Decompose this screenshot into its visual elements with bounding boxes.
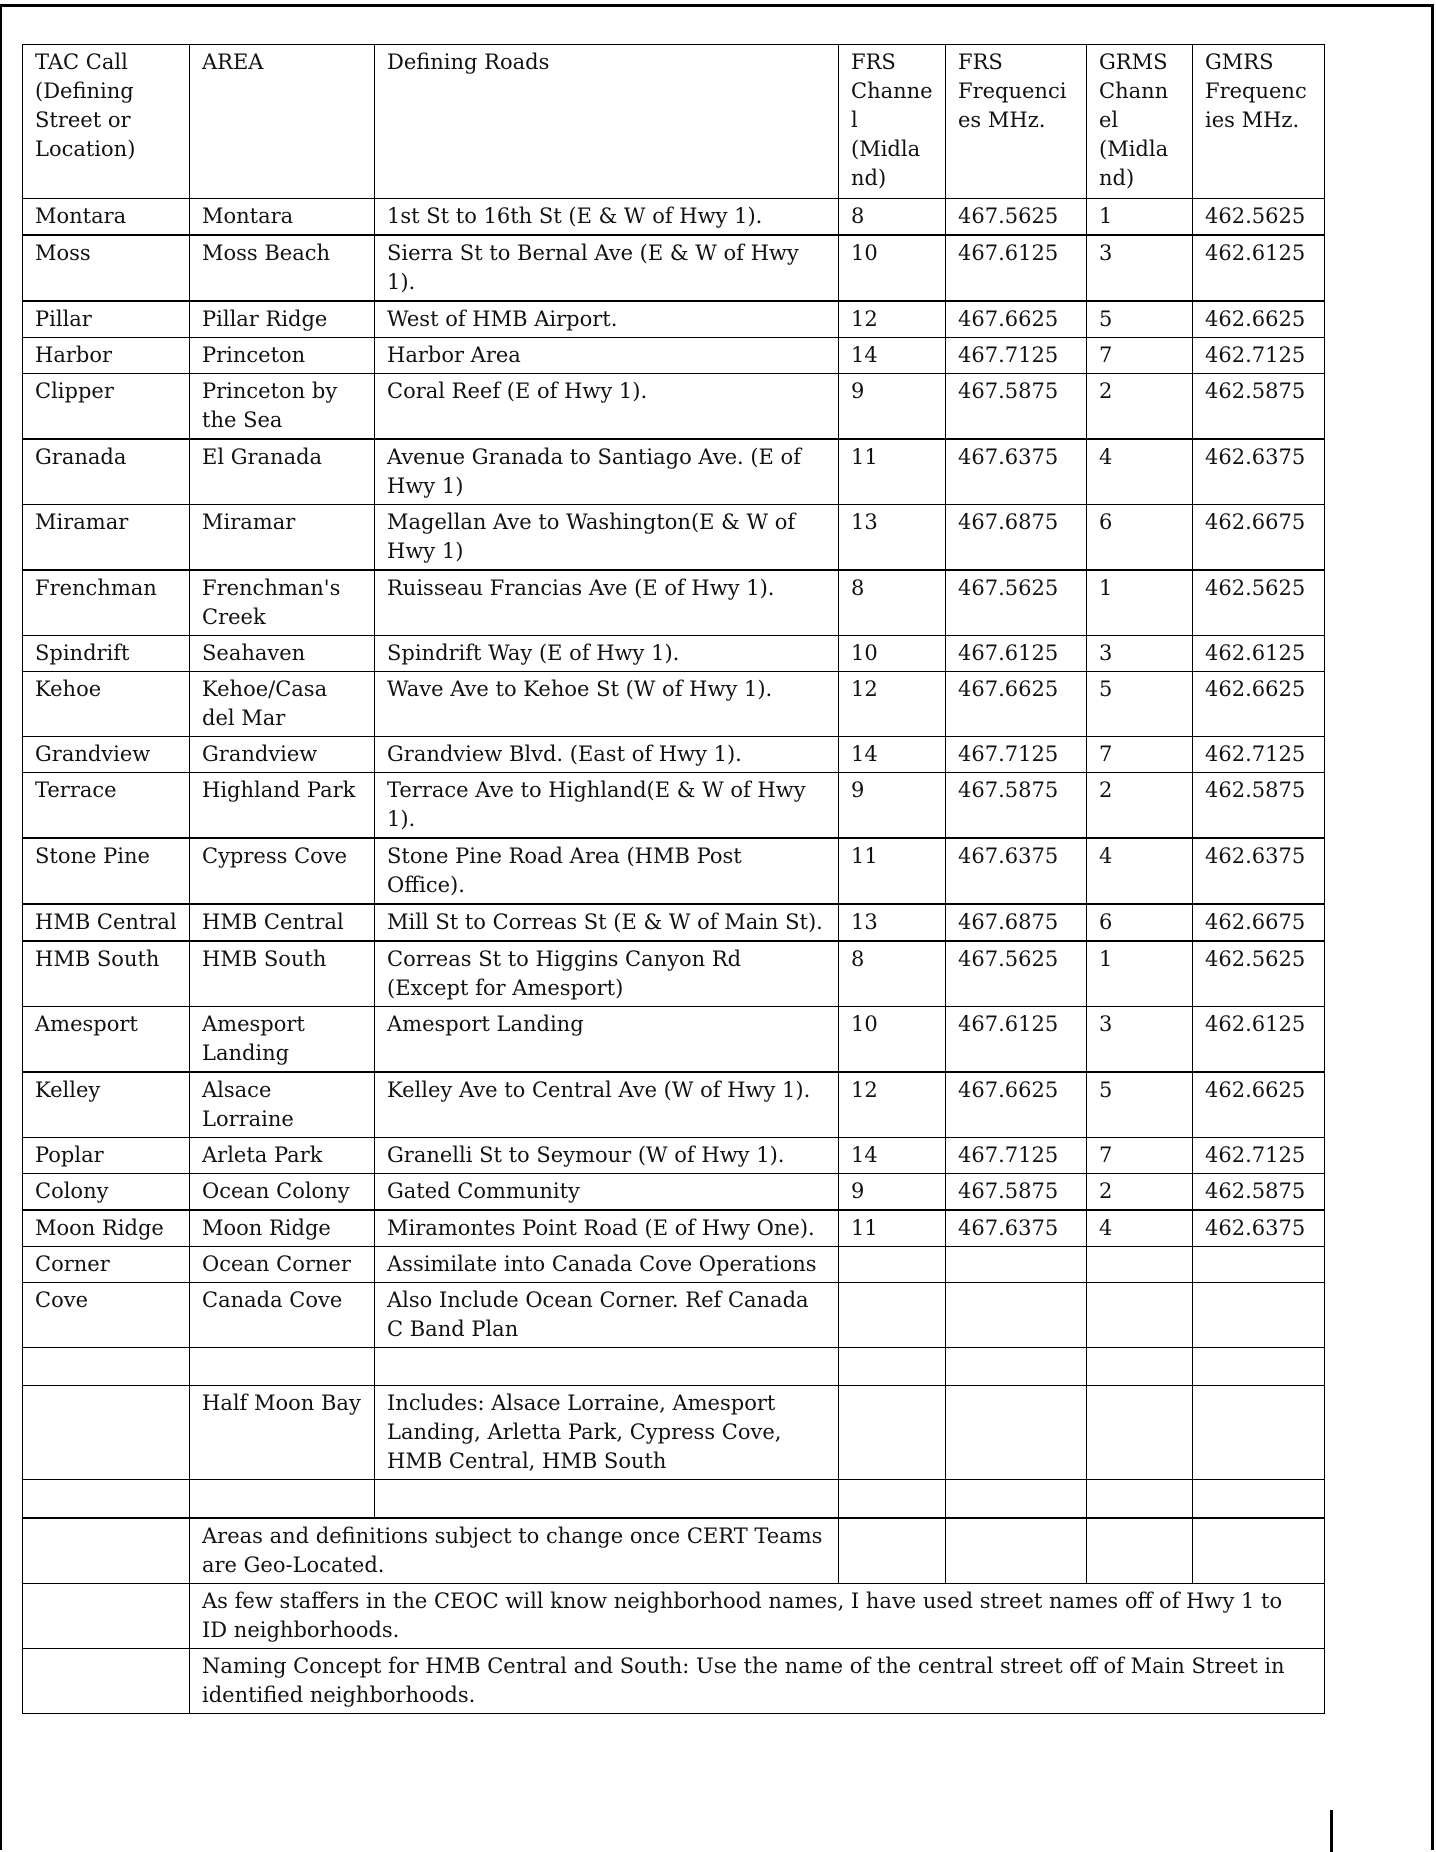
cell-area: Miramar (190, 505, 375, 571)
cell-defining-roads: Assimilate into Canada Cove Operations (375, 1247, 839, 1283)
cell-frs-frequency: 467.5875 (946, 1174, 1087, 1211)
blank-row (23, 1480, 1325, 1519)
cell-frs-frequency: 467.7125 (946, 338, 1087, 374)
cell-frs-frequency: 467.5625 (946, 199, 1087, 236)
cell-area: Arleta Park (190, 1138, 375, 1174)
empty-cell (1087, 1348, 1193, 1386)
cell-frs-channel: 8 (839, 199, 946, 236)
cell-defining-roads: Amesport Landing (375, 1007, 839, 1073)
cell-frs-frequency: 467.6125 (946, 636, 1087, 672)
cell-gmrs-frequency: 462.6375 (1193, 838, 1325, 904)
cell-gmrs-channel: 1 (1087, 941, 1193, 1007)
cell-defining-roads: Terrace Ave to Highland(E & W of Hwy 1). (375, 773, 839, 839)
cell-frs-channel: 11 (839, 838, 946, 904)
cell-gmrs-channel: 4 (1087, 838, 1193, 904)
cell-defining-roads: Spindrift Way (E of Hwy 1). (375, 636, 839, 672)
cell-gmrs-channel: 6 (1087, 505, 1193, 571)
cell-tac-call: Pillar (23, 301, 190, 338)
cell-tac-call: Amesport (23, 1007, 190, 1073)
empty-cell (839, 1386, 946, 1480)
cell-defining-roads: Avenue Granada to Santiago Ave. (E of Hwy 1) (375, 439, 839, 505)
cell-area: Canada Cove (190, 1283, 375, 1348)
note-row (23, 1584, 1325, 1649)
cell-gmrs-frequency (1193, 1283, 1325, 1348)
cell-gmrs-frequency: 462.6375 (1193, 439, 1325, 505)
cell-defining-roads: Gated Community (375, 1174, 839, 1211)
cell-defining-roads: 1st St to 16th St (E & W of Hwy 1). (375, 199, 839, 236)
table-row (23, 1210, 1325, 1247)
cell-tac-call: Kehoe (23, 672, 190, 737)
table-row (23, 1007, 1325, 1073)
table-row (23, 1247, 1325, 1283)
header-area: AREA (190, 45, 375, 199)
cell-gmrs-frequency: 462.6125 (1193, 235, 1325, 301)
cell-frs-frequency: 467.5625 (946, 570, 1087, 636)
cell-gmrs-frequency: 462.7125 (1193, 338, 1325, 374)
cell-tac-call: Clipper (23, 374, 190, 440)
cell-gmrs-frequency: 462.7125 (1193, 1138, 1325, 1174)
table-row (23, 1283, 1325, 1348)
cell-area: Montara (190, 199, 375, 236)
cell-frs-frequency (946, 1247, 1087, 1283)
cell-gmrs-channel: 7 (1087, 737, 1193, 773)
cell-tac-call: Poplar (23, 1138, 190, 1174)
empty-cell (1193, 1386, 1325, 1480)
cell-defining-roads: Miramontes Point Road (E of Hwy One). (375, 1210, 839, 1247)
cell-frs-channel: 10 (839, 235, 946, 301)
note-text: Naming Concept for HMB Central and South: Use the name of the central street off of Main Street in identified neighborhoods. (190, 1649, 1325, 1714)
header-grms-channel: GRMS Channel (Midland) (1087, 45, 1193, 199)
empty-cell (23, 1584, 190, 1649)
cell-tac-call: Colony (23, 1174, 190, 1211)
table-row (23, 941, 1325, 1007)
cell-frs-channel: 14 (839, 338, 946, 374)
cell-tac-call: Moon Ridge (23, 1210, 190, 1247)
cell-frs-channel: 14 (839, 1138, 946, 1174)
empty-cell (23, 1649, 190, 1714)
table-row (23, 636, 1325, 672)
cell-gmrs-channel: 1 (1087, 199, 1193, 236)
cell-defining-roads: Magellan Ave to Washington(E & W of Hwy 1) (375, 505, 839, 571)
cell-frs-channel: 9 (839, 374, 946, 440)
header-tac-call: TAC Call (Defining Street or Location) (23, 45, 190, 199)
cell-defining-roads: West of HMB Airport. (375, 301, 839, 338)
empty-cell (946, 1348, 1087, 1386)
cell-gmrs-channel: 7 (1087, 338, 1193, 374)
cell-tac-call: Spindrift (23, 636, 190, 672)
cell-area: Ocean Corner (190, 1247, 375, 1283)
cell-defining-roads: Also Include Ocean Corner. Ref Canada C Band Plan (375, 1283, 839, 1348)
frequency-plan-table (22, 44, 1325, 1714)
cell-gmrs-frequency: 462.5625 (1193, 941, 1325, 1007)
cell-frs-channel: 13 (839, 904, 946, 941)
cell-tac-call: HMB South (23, 941, 190, 1007)
cell-area: Cypress Cove (190, 838, 375, 904)
blank-row (23, 1348, 1325, 1386)
cell-gmrs-frequency: 462.6625 (1193, 1072, 1325, 1138)
cell-gmrs-frequency (1193, 1247, 1325, 1283)
empty-cell (23, 1386, 190, 1480)
empty-cell (1087, 1386, 1193, 1480)
cell-defining-roads: Stone Pine Road Area (HMB Post Office). (375, 838, 839, 904)
cell-gmrs-frequency: 462.6375 (1193, 1210, 1325, 1247)
cell-area: Frenchman's Creek (190, 570, 375, 636)
cell-frs-channel: 8 (839, 570, 946, 636)
empty-cell (839, 1480, 946, 1519)
note-row (23, 1518, 1325, 1584)
cell-gmrs-frequency: 462.6675 (1193, 505, 1325, 571)
cell-defining-roads: Granelli St to Seymour (W of Hwy 1). (375, 1138, 839, 1174)
cell-gmrs-frequency: 462.5625 (1193, 199, 1325, 236)
cell-gmrs-channel: 6 (1087, 904, 1193, 941)
cell-gmrs-frequency: 462.6625 (1193, 301, 1325, 338)
cell-gmrs-channel: 5 (1087, 301, 1193, 338)
cell-frs-frequency: 467.6375 (946, 439, 1087, 505)
cell-area: HMB South (190, 941, 375, 1007)
cell-defining-roads: Wave Ave to Kehoe St (W of Hwy 1). (375, 672, 839, 737)
table-row (23, 301, 1325, 338)
empty-cell (1193, 1518, 1325, 1584)
table-row (23, 773, 1325, 839)
cell-area: Half Moon Bay (190, 1386, 375, 1480)
empty-cell (375, 1348, 839, 1386)
cell-frs-channel: 9 (839, 773, 946, 839)
cell-frs-frequency: 467.7125 (946, 1138, 1087, 1174)
cell-area: Pillar Ridge (190, 301, 375, 338)
note-row (23, 1649, 1325, 1714)
cell-gmrs-frequency: 462.5875 (1193, 773, 1325, 839)
cell-gmrs-frequency: 462.5875 (1193, 374, 1325, 440)
note-text: Areas and definitions subject to change once CERT Teams are Geo-Located. (190, 1518, 839, 1584)
cell-gmrs-frequency: 462.7125 (1193, 737, 1325, 773)
empty-cell (946, 1518, 1087, 1584)
cell-area: Kehoe/Casa del Mar (190, 672, 375, 737)
cell-gmrs-channel: 3 (1087, 235, 1193, 301)
cell-frs-frequency: 467.5875 (946, 374, 1087, 440)
cell-defining-roads: Grandview Blvd. (East of Hwy 1). (375, 737, 839, 773)
cell-gmrs-channel: 5 (1087, 672, 1193, 737)
cell-tac-call: Grandview (23, 737, 190, 773)
cell-gmrs-channel: 3 (1087, 1007, 1193, 1073)
cell-gmrs-channel: 1 (1087, 570, 1193, 636)
cell-frs-frequency: 467.6875 (946, 505, 1087, 571)
cell-gmrs-frequency: 462.5875 (1193, 1174, 1325, 1211)
header-frs-frequencies: FRS Frequencies MHz. (946, 45, 1087, 199)
cell-frs-channel: 8 (839, 941, 946, 1007)
cell-frs-frequency: 467.6375 (946, 838, 1087, 904)
cell-area: Moon Ridge (190, 1210, 375, 1247)
cell-defining-roads: Coral Reef (E of Hwy 1). (375, 374, 839, 440)
half-moon-bay-row (23, 1386, 1325, 1480)
cell-gmrs-frequency: 462.6125 (1193, 636, 1325, 672)
cell-gmrs-channel: 4 (1087, 439, 1193, 505)
cell-frs-frequency: 467.6625 (946, 301, 1087, 338)
table-row (23, 1174, 1325, 1211)
header-row (23, 45, 1325, 199)
cell-gmrs-channel: 2 (1087, 1174, 1193, 1211)
cell-gmrs-channel: 4 (1087, 1210, 1193, 1247)
cell-tac-call: Stone Pine (23, 838, 190, 904)
cell-area: Princeton by the Sea (190, 374, 375, 440)
cell-area: Seahaven (190, 636, 375, 672)
cell-frs-channel: 13 (839, 505, 946, 571)
cell-gmrs-channel (1087, 1283, 1193, 1348)
cell-gmrs-frequency: 462.6675 (1193, 904, 1325, 941)
empty-cell (1193, 1348, 1325, 1386)
cell-frs-frequency: 467.6625 (946, 1072, 1087, 1138)
cell-frs-channel (839, 1283, 946, 1348)
cell-gmrs-frequency: 462.5625 (1193, 570, 1325, 636)
cell-frs-frequency: 467.6125 (946, 235, 1087, 301)
cell-area: Ocean Colony (190, 1174, 375, 1211)
cell-tac-call: Harbor (23, 338, 190, 374)
cell-tac-call: Moss (23, 235, 190, 301)
cell-area: HMB Central (190, 904, 375, 941)
cell-frs-frequency: 467.5625 (946, 941, 1087, 1007)
cell-gmrs-frequency: 462.6625 (1193, 672, 1325, 737)
cell-frs-frequency: 467.6125 (946, 1007, 1087, 1073)
table-row (23, 439, 1325, 505)
cell-frs-channel: 12 (839, 1072, 946, 1138)
table-row (23, 838, 1325, 904)
table-row (23, 199, 1325, 236)
cell-area: Moss Beach (190, 235, 375, 301)
cell-gmrs-channel: 2 (1087, 773, 1193, 839)
cell-area: Highland Park (190, 773, 375, 839)
cell-tac-call: Miramar (23, 505, 190, 571)
empty-cell (23, 1480, 190, 1519)
cell-area: Amesport Landing (190, 1007, 375, 1073)
cell-frs-frequency: 467.5875 (946, 773, 1087, 839)
empty-cell (1193, 1480, 1325, 1519)
cell-frs-channel: 9 (839, 1174, 946, 1211)
empty-cell (375, 1480, 839, 1519)
cell-tac-call: Corner (23, 1247, 190, 1283)
cell-area: Princeton (190, 338, 375, 374)
header-gmrs-frequencies: GMRS Frequencies MHz. (1193, 45, 1325, 199)
cell-frs-channel: 10 (839, 1007, 946, 1073)
cell-gmrs-channel (1087, 1247, 1193, 1283)
header-defining-roads: Defining Roads (375, 45, 839, 199)
header-frs-channel: FRS Channel (Midland) (839, 45, 946, 199)
empty-cell (946, 1480, 1087, 1519)
cell-tac-call: Cove (23, 1283, 190, 1348)
table-row (23, 737, 1325, 773)
empty-cell (23, 1348, 190, 1386)
cell-area: Alsace Lorraine (190, 1072, 375, 1138)
cell-area: El Granada (190, 439, 375, 505)
cell-frs-channel: 12 (839, 672, 946, 737)
table-row (23, 505, 1325, 571)
cell-gmrs-channel: 7 (1087, 1138, 1193, 1174)
cell-defining-roads: Mill St to Correas St (E & W of Main St). (375, 904, 839, 941)
empty-cell (839, 1518, 946, 1584)
cell-defining-roads: Includes: Alsace Lorraine, Amesport Landing, Arletta Park, Cypress Cove, HMB Central, HMB South (375, 1386, 839, 1480)
empty-cell (1087, 1480, 1193, 1519)
table-row (23, 570, 1325, 636)
cell-frs-frequency: 467.6375 (946, 1210, 1087, 1247)
empty-cell (946, 1386, 1087, 1480)
cell-gmrs-channel: 3 (1087, 636, 1193, 672)
cell-tac-call: Terrace (23, 773, 190, 839)
table-row (23, 1138, 1325, 1174)
note-text: As few staffers in the CEOC will know neighborhood names, I have used street names off of Hwy 1 to ID neighborhoods. (190, 1584, 1325, 1649)
cell-defining-roads: Kelley Ave to Central Ave (W of Hwy 1). (375, 1072, 839, 1138)
empty-cell (190, 1480, 375, 1519)
cell-tac-call: Kelley (23, 1072, 190, 1138)
cell-gmrs-channel: 5 (1087, 1072, 1193, 1138)
cell-area: Grandview (190, 737, 375, 773)
cell-tac-call: Granada (23, 439, 190, 505)
table-row (23, 235, 1325, 301)
cell-frs-channel: 11 (839, 439, 946, 505)
cell-gmrs-channel: 2 (1087, 374, 1193, 440)
table-row (23, 904, 1325, 941)
cell-defining-roads: Harbor Area (375, 338, 839, 374)
table-row (23, 374, 1325, 440)
empty-cell (1087, 1518, 1193, 1584)
cell-frs-frequency: 467.7125 (946, 737, 1087, 773)
cell-tac-call: Montara (23, 199, 190, 236)
table-row (23, 338, 1325, 374)
empty-cell (839, 1348, 946, 1386)
cell-frs-channel: 10 (839, 636, 946, 672)
footer-mark (1330, 1810, 1333, 1852)
cell-tac-call: HMB Central (23, 904, 190, 941)
cell-defining-roads: Correas St to Higgins Canyon Rd (Except for Amesport) (375, 941, 839, 1007)
cell-frs-frequency: 467.6625 (946, 672, 1087, 737)
empty-cell (190, 1348, 375, 1386)
cell-defining-roads: Ruisseau Francias Ave (E of Hwy 1). (375, 570, 839, 636)
cell-gmrs-frequency: 462.6125 (1193, 1007, 1325, 1073)
cell-frs-frequency: 467.6875 (946, 904, 1087, 941)
table-row (23, 1072, 1325, 1138)
cell-frs-channel (839, 1247, 946, 1283)
cell-tac-call: Frenchman (23, 570, 190, 636)
cell-frs-frequency (946, 1283, 1087, 1348)
empty-cell (23, 1518, 190, 1584)
table-row (23, 672, 1325, 737)
cell-frs-channel: 12 (839, 301, 946, 338)
cell-frs-channel: 11 (839, 1210, 946, 1247)
cell-defining-roads: Sierra St to Bernal Ave (E & W of Hwy 1). (375, 235, 839, 301)
cell-frs-channel: 14 (839, 737, 946, 773)
